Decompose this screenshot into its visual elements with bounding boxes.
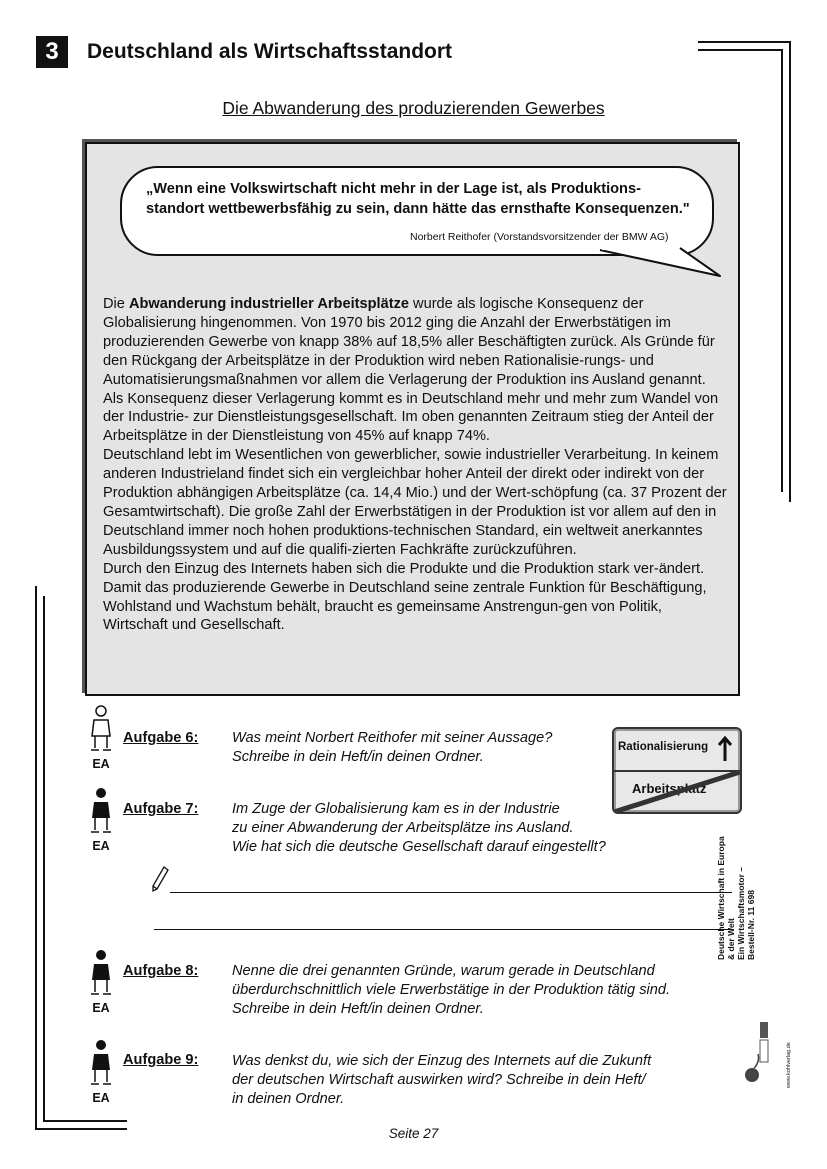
task-7-line: zu einer Abwanderung der Arbeitsplätze ins Ausland. <box>232 820 574 836</box>
task-9-line: in deinen Ordner. <box>232 1091 345 1107</box>
frame-line-top-right-h1 <box>698 41 790 43</box>
body-paragraph-1 <box>103 295 729 446</box>
arrow-up-icon <box>717 735 733 763</box>
sidebar-series-info <box>716 834 756 960</box>
body-paragraph-3: Durch den Einzug des Internets haben sich die Produkte und die Produktion stark ver-ändert. Damit das produzierende Gewerbe in Deutschland seine zentrale Funktion für Beschäftigung, Wohlstand und Wachstum behält, braucht es gemeinsame Anstrengun-gen von Politik, Wirtschaft und Gesellschaft. <box>103 560 707 634</box>
task-7-label: Aufgabe 7: <box>123 801 199 817</box>
task-6 <box>86 704 116 771</box>
page-number: Seite 27 <box>388 1126 439 1141</box>
frame-line-bottom-left-v1 <box>35 586 37 1130</box>
body-paragraph-2: Deutschland lebt im Wesentlichen von gewerblicher, sowie industrieller Verarbeitung. In keinem anderen Industrieland findet sich ein vergleichbar hoher Anteil der direkt oder indirekt von der Produktion abhängigen Arbeitsplätze (ca. 14,4 Mio.) und der Wert-schöpfung (ca. 37 Prozent der Gesamtwirtschaft). Die große Zahl der Erwerbstätigen in der Produktion ist vor allem auf den in Deutschland immer noch hohen produktions-technischen Standard, ein weltweit anerkanntes Ausbildungssystem und auf die qualifi-zierten Fachkräfte zurückzuführen. <box>103 447 727 558</box>
strike-through-icon <box>614 772 740 812</box>
speech-bubble-tail <box>560 240 740 280</box>
task-8-text <box>232 962 712 1019</box>
task-mode-ea: EA <box>92 757 110 771</box>
task-8 <box>86 948 116 1015</box>
road-sign <box>612 727 742 814</box>
body-text <box>103 295 729 635</box>
task-7 <box>86 786 116 853</box>
pencil-icon <box>150 865 170 893</box>
task-mode-ea: EA <box>92 839 110 853</box>
task-8-label: Aufgabe 8: <box>123 963 199 979</box>
student-icon <box>86 786 116 834</box>
task-6-line: Was meint Norbert Reithofer mit seiner Aussage? <box>232 730 553 746</box>
quote-author: Norbert Reithofer (Vorstandsvorsitzender der BMW AG) <box>410 231 669 243</box>
task-7-line: Wie hat sich die deutsche Gesellschaft darauf eingestellt? <box>232 839 606 855</box>
task-9-line: der deutschen Wirtschaft auswirken wird? Schreibe in dein Heft/ <box>232 1072 646 1088</box>
frame-line-bottom-left-h2 <box>43 1120 127 1122</box>
task-6-label: Aufgabe 6: <box>123 730 199 746</box>
quote-text: „Wenn eine Volkswirtschaft nicht mehr in der Lage ist, als Produktions-standort wettbewerbsfähig zu sein, dann hätte das ernsthafte Konsequenzen." <box>146 181 690 217</box>
task-9-line: Was denkst du, wie sich der Einzug des Internets auf die Zukunft <box>232 1053 652 1069</box>
chapter-title: Deutschland als Wirtschaftsstandort <box>87 40 453 63</box>
subtitle <box>0 98 827 119</box>
frame-line-bottom-left-v2 <box>43 596 45 1122</box>
task-8-line: Schreibe in dein Heft/in deinen Ordner. <box>232 1001 484 1017</box>
task-8-line: überdurchschnittlich viele Erwerbstätige in der Produktion tätig sind. <box>232 982 671 998</box>
frame-line-top-right-h2 <box>698 49 782 51</box>
task-7-line: Im Zuge der Globalisierung kam es in der Industrie <box>232 801 560 817</box>
sidebar-line-2: Ein Wirtschaftsmotor – Bestell-Nr. 11 698 <box>736 867 756 960</box>
task-8-line: Nenne die drei genannten Gründe, warum gerade in Deutschland <box>232 963 655 979</box>
chapter-number: 3 <box>36 36 68 68</box>
task-mode-ea: EA <box>92 1001 110 1015</box>
task-9-label: Aufgabe 9: <box>123 1052 199 1068</box>
body-intro-rest: wurde als logische Konsequenz der Globalisierung hingenommen. Von 1970 bis 2012 ging die Anzahl der Erwerbstätigen im produzierenden Gewerbe von knapp 38% auf 18,5% aller Beschäftigten zurück. Als Gründe für den Rückgang der Arbeitsplätze in der Produktion wird neben Rationalisie-rungs- und Automatisierungsmaßnahmen vor allem die Verlagerung der Produktion ins Ausland genannt. Als Konsequenz dieser Verlagerung kommt es in Deutschland mehr und mehr zum Wandel von der Industrie- zur Dienstleistungsgesellschaft. Im oben genannten Zeitraum stieg der Anteil der Arbeitsplätze in der Dienstleistung von 45% auf knapp 74%. <box>103 296 719 445</box>
publisher-logo-icon <box>744 1020 772 1086</box>
sign-bottom-text: Arbeitsplatz <box>632 781 707 796</box>
task-6-line: Schreibe in dein Heft/in deinen Ordner. <box>232 749 484 765</box>
subtitle-text: Die Abwanderung des produzierenden Gewerbes <box>222 98 605 118</box>
task-mode-ea: EA <box>92 1091 110 1105</box>
student-icon <box>86 1038 116 1086</box>
sidebar-url[interactable]: www.kohlverlag.de <box>786 1042 792 1088</box>
body-intro-bold: Abwanderung industrieller Arbeitsplätze <box>128 296 409 312</box>
answer-line[interactable] <box>154 929 732 930</box>
student-icon <box>86 948 116 996</box>
task-9 <box>86 1038 116 1105</box>
body-intro-lead: Die <box>103 296 129 312</box>
answer-line[interactable] <box>170 892 732 893</box>
sign-top-text: Rationalisierung <box>618 741 709 753</box>
task-9-text <box>232 1052 712 1109</box>
sidebar-line-1: Deutsche Wirtschaft in Europa & der Welt <box>716 836 736 960</box>
student-icon <box>86 704 116 752</box>
